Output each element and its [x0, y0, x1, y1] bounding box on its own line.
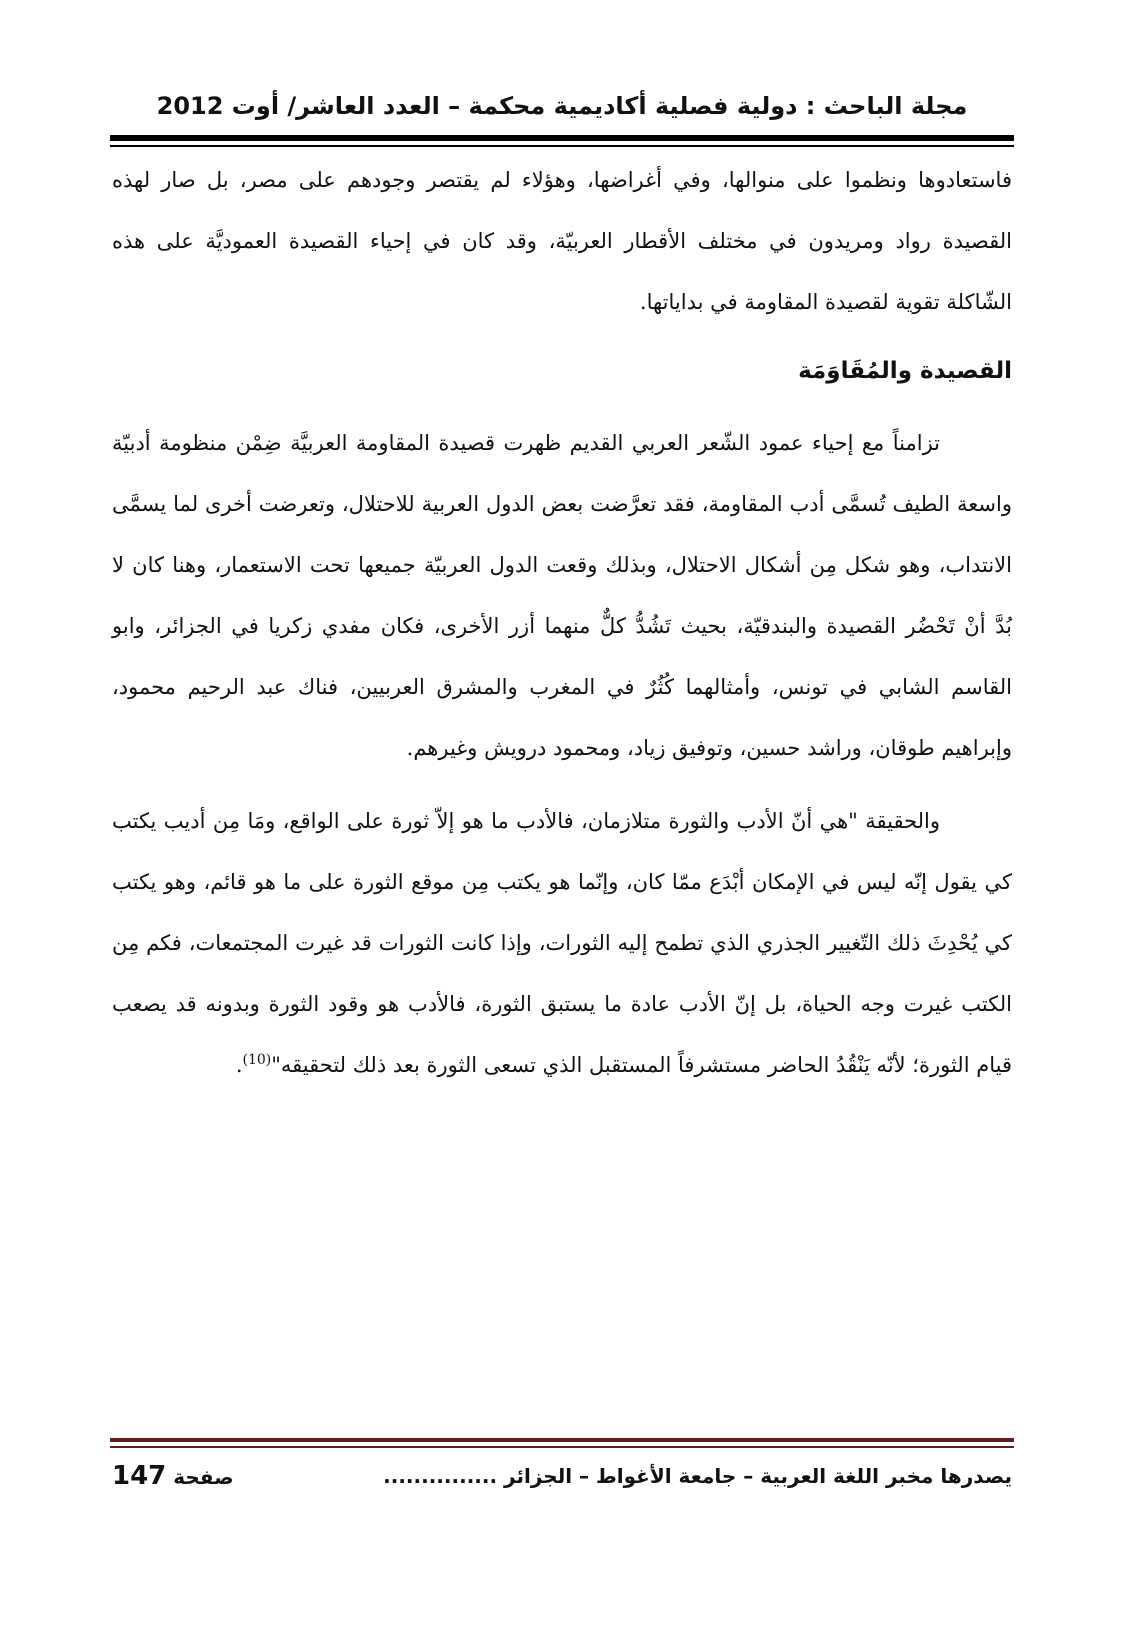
- article-body: [112, 150, 1012, 1096]
- paragraph-quote: [112, 791, 1012, 1096]
- footer-divider-thin: [110, 1446, 1014, 1448]
- page-label: صفحة: [173, 1465, 234, 1489]
- page-number: 147: [112, 1461, 167, 1491]
- running-footer: [112, 1456, 1012, 1496]
- publisher-line: يصدرها مخبر اللغة العربية – جامعة الأغواط – الجزائر ...............: [383, 1464, 1012, 1488]
- section-heading: القصيدة والمُقَاوَمَة: [798, 358, 1012, 384]
- quote-text: والحقيقة "هي أنّ الأدب والثورة متلازمان، فالأدب ما هو إلاّ ثورة على الواقع، ومَا مِن أديب يكتب كي يقول إنّه ليس في الإمكان أبْدَع ممّا كان، وإنّما هو يكتب مِن موقع الثورة على ما هو قائم، وهو يكتب كي يُحْدِثَ ذلك التّغيير الجذري الذي تطمح إليه الثورات، وإذا كانت الثورات قد غيرت المجتمعات، فكم مِن الكتب غيرت وجه الحياة، بل إنّ الأدب عادة ما يستبق الثورة، فالأدب هو وقود الثورة وبدونه قد يصعب قيام الثورة؛ لأنّه يَنْقُدُ الحاضر مستشرفاً المستقبل الذي تسعى الثورة بعد ذلك لتحقيقه": [112, 809, 1012, 1077]
- page-number-block: [112, 1456, 234, 1497]
- footnote-reference: (10): [242, 1052, 272, 1068]
- paragraph-continuation: فاستعادوها ونظموا على منوالها، وفي أغراضها، وهؤلاء لم يقتصر وجودهم على مصر، بل صار لهذه القصيدة رواد ومريدون في مختلف الأقطار العربيّة، وقد كان في إحياء القصيدة العموديَّة على هذه الشّاكلة تقوية لقصيدة المقاومة في بداياتها.: [112, 168, 1012, 314]
- footer-divider-thick: [110, 1438, 1014, 1442]
- header-divider-thin: [110, 145, 1014, 147]
- paragraph-resistance: تزامناً مع إحياء عمود الشّعر العربي القديم ظهرت قصيدة المقاومة العربيَّة ضِمْن منظومة أدبيّة واسعة الطيف تُسمَّى أدب المقاومة، فقد تعرَّضت بعض الدول العربية للاحتلال، وتعرضت أخرى لما يسمَّى الانتداب، وهو شكل مِن أشكال الاحتلال، وبذلك وقعت الدول العربيّة جميعها تحت الاستعمار، وهنا كان لا بُدَّ أنْ تَحْضُر القصيدة والبندقيّة، بحيث تَشُدُّ كلٌّ منهما أزر الأخرى، فكان مفدي زكريا في الجزائر، وابو القاسم الشابي في تونس، وأمثالهما كُثُرٌ في المغرب والمشرق العربيين، فناك عبد الرحيم محمود، وإبراهيم طوقان، وراشد حسين، وتوفيق زياد، ومحمود درويش وغيرهم.: [112, 431, 1012, 760]
- running-header: مجلة الباحث : دولية فصلية أكاديمية محكمة – العدد العاشر/ أوت 2012: [156, 92, 968, 120]
- paragraph-gap: [112, 779, 1012, 791]
- quote-end-mark: .: [235, 1053, 243, 1077]
- header-divider-thick: [110, 135, 1014, 141]
